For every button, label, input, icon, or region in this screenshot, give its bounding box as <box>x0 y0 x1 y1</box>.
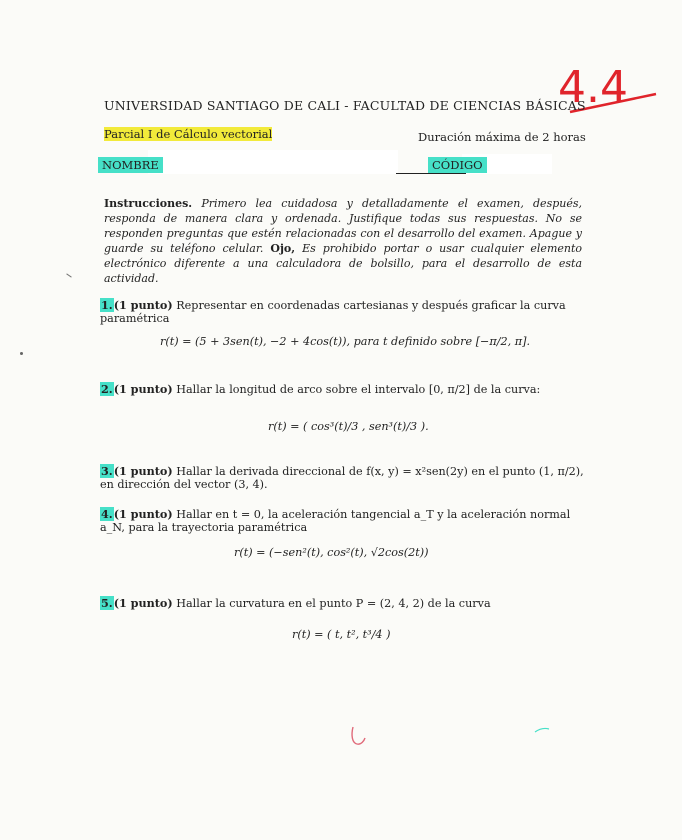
code-label: CÓDIGO <box>428 157 487 173</box>
margin-tick <box>66 273 71 277</box>
teal-pen-mark <box>534 726 550 734</box>
question-1-text: Representar en coordenadas cartesianas y después graficar la curva paramétrica <box>100 299 566 325</box>
university-header: UNIVERSIDAD SANTIAGO DE CALI - FACULTAD DE CIENCIAS BÁSICAS <box>104 98 586 113</box>
warning-text: Es prohibido portar o usar cualquier elemento electrónico diferente a una calculadora de bolsillo, para el desarrollo de esta actividad. <box>104 242 583 285</box>
question-3-text: Hallar la derivada direccional de f(x, y) = x²sen(2y) en el punto (1, π/2), en dirección del vector (3, 4). <box>100 465 584 491</box>
question-1-formula: r(t) = (5 + 3sen(t), −2 + 4cos(t)), para t definido sobre [−π/2, π]. <box>160 335 531 348</box>
question-4-points: (1 punto) <box>113 507 173 521</box>
warning-label: Ojo, <box>270 242 296 255</box>
question-4-text: Hallar en t = 0, la aceleración tangencial a_T y la aceleración normal a_N, para la trayectoria paramétrica <box>100 508 571 534</box>
exam-duration: Duración máxima de 2 horas <box>418 130 586 144</box>
question-5-formula: r(t) = ( t, t², t³/4 ) <box>292 628 391 641</box>
question-1-number: 1. <box>101 298 113 312</box>
name-redaction <box>148 150 398 174</box>
grade-text: 4.4 <box>558 62 628 113</box>
question-5 <box>100 596 584 610</box>
instructions-text: Primero lea cuidadosa y detalladamente el examen, después, responda de manera clara y ordenada. Justifique todas sus respuestas. No se responden preguntas que estén relacionadas con el desarrollo del examen. Apague y guarde su teléfono celular. <box>104 197 582 255</box>
question-1-points: (1 punto) <box>113 298 173 312</box>
question-2 <box>100 382 584 396</box>
exam-title-row <box>104 127 272 141</box>
question-3 <box>100 464 584 491</box>
question-2-text: Hallar la longitud de arco sobre el intervalo [0, π/2] de la curva: <box>176 383 541 396</box>
question-4 <box>100 507 584 534</box>
name-label: NOMBRE <box>98 157 163 173</box>
question-5-points: (1 punto) <box>113 596 173 610</box>
instructions-block <box>104 196 582 286</box>
question-5-text: Hallar la curvatura en el punto P = (2, 4, 2) de la curva <box>176 597 491 610</box>
question-4-formula: r(t) = (−sen²(t), cos²(t), √2cos(2t)) <box>234 546 429 559</box>
question-1 <box>100 298 584 325</box>
exam-title: Parcial I de Cálculo vectorial <box>104 127 273 141</box>
question-3-points: (1 punto) <box>113 464 173 478</box>
grade-mark <box>556 50 666 130</box>
name-underline <box>396 173 466 174</box>
question-3-number: 3. <box>101 464 113 478</box>
question-4-number: 4. <box>101 507 113 521</box>
red-pen-mark <box>345 725 373 747</box>
question-2-formula: r(t) = ( cos³(t)/3 , sen³(t)/3 ). <box>268 420 429 433</box>
question-2-points: (1 punto) <box>113 382 173 396</box>
question-5-number: 5. <box>101 596 113 610</box>
margin-dot <box>20 352 23 355</box>
question-2-number: 2. <box>101 382 113 396</box>
instructions-label: Instrucciones. <box>104 197 193 210</box>
